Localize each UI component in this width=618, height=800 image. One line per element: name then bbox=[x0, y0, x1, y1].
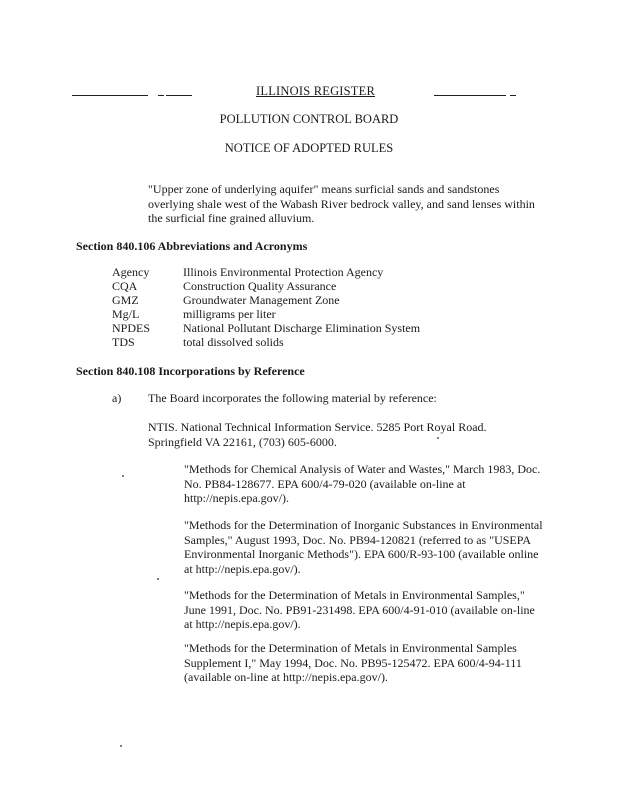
definition-line: overlying shale west of the Wabash River bedrock valley, and sand lenses within bbox=[148, 196, 535, 211]
reference-line: "Methods for the Determination of Metals in Environmental Samples bbox=[184, 641, 517, 655]
abbreviation-term: NPDES bbox=[112, 321, 151, 335]
reference-entry bbox=[184, 518, 564, 576]
header-rule-left bbox=[72, 95, 148, 96]
abbreviation-definition: total dissolved solids bbox=[183, 335, 284, 349]
reference-line: "Methods for Chemical Analysis of Water and Wastes," March 1983, Doc. bbox=[184, 462, 541, 476]
abbreviation-definition: Groundwater Management Zone bbox=[183, 293, 340, 307]
header-rule-mid bbox=[166, 95, 192, 96]
abbreviation-definition: National Pollutant Discharge Elimination System bbox=[183, 321, 421, 335]
scan-speck bbox=[120, 745, 122, 747]
reference-entry bbox=[184, 588, 564, 632]
section-108-heading: Section 840.108 Incorporations by Reference bbox=[76, 364, 305, 378]
abbreviation-term: TDS bbox=[112, 335, 135, 349]
reference-entry bbox=[184, 641, 564, 685]
scan-speck bbox=[437, 437, 439, 439]
reference-line: "Methods for the Determination of Metals in Environmental Samples," bbox=[184, 588, 525, 602]
reference-line: at http://nepis.epa.gov/). bbox=[184, 617, 301, 632]
scan-speck bbox=[122, 475, 124, 477]
register-title: ILLINOIS REGISTER bbox=[256, 84, 376, 98]
definition-paragraph bbox=[148, 182, 548, 226]
board-name: POLLUTION CONTROL BOARD bbox=[219, 112, 399, 126]
reference-line: http://nepis.epa.gov/). bbox=[184, 491, 289, 506]
header-rule-right bbox=[434, 95, 506, 96]
ntis-line: NTIS. National Technical Information Service. 5285 Port Royal Road. bbox=[148, 420, 487, 434]
abbreviation-term: Mg/L bbox=[112, 307, 140, 321]
header-rule-dash bbox=[158, 95, 164, 96]
ntis-line: Springfield VA 22161, (703) 605-6000. bbox=[148, 434, 337, 449]
ntis-source bbox=[148, 420, 548, 449]
item-label-a: a) bbox=[112, 391, 122, 405]
abbreviation-term: CQA bbox=[112, 279, 138, 293]
reference-line: Environmental Inorganic Methods"). EPA 600/R-93-100 (available online bbox=[184, 547, 539, 562]
reference-line: No. PB84-128677. EPA 600/4-79-020 (available on-line at bbox=[184, 476, 466, 491]
reference-line: at http://nepis.epa.gov/). bbox=[184, 561, 301, 576]
abbreviation-term: GMZ bbox=[112, 293, 139, 307]
abbreviation-definition: Illinois Environmental Protection Agency bbox=[183, 265, 384, 279]
abbreviation-term: Agency bbox=[112, 265, 150, 279]
definition-line: the surficial fine grained alluvium. bbox=[148, 211, 315, 226]
header-rule-end bbox=[510, 95, 516, 96]
notice-title: NOTICE OF ADOPTED RULES bbox=[224, 141, 394, 155]
section-106-heading: Section 840.106 Abbreviations and Acronyms bbox=[76, 239, 308, 253]
reference-line: "Methods for the Determination of Inorganic Substances in Environmental bbox=[184, 518, 543, 532]
reference-line: June 1991, Doc. No. PB91-231498. EPA 600/4-91-010 (available on-line bbox=[184, 602, 535, 617]
item-intro: The Board incorporates the following material by reference: bbox=[148, 391, 437, 405]
reference-line: Supplement I," May 1994, Doc. No. PB95-125472. EPA 600/4-94-111 bbox=[184, 655, 522, 670]
abbreviation-definition: Construction Quality Assurance bbox=[183, 279, 337, 293]
reference-line: (available on-line at http://nepis.epa.gov/). bbox=[184, 670, 388, 685]
definition-line: "Upper zone of underlying aquifer" means surficial sands and sandstones bbox=[148, 182, 500, 196]
register-header bbox=[72, 84, 542, 100]
reference-entry bbox=[184, 462, 564, 506]
reference-line: Samples," August 1993, Doc. No. PB94-120821 (referred to as "USEPA bbox=[184, 532, 531, 547]
scan-speck bbox=[157, 578, 159, 580]
abbreviation-definition: milligrams per liter bbox=[183, 307, 276, 321]
